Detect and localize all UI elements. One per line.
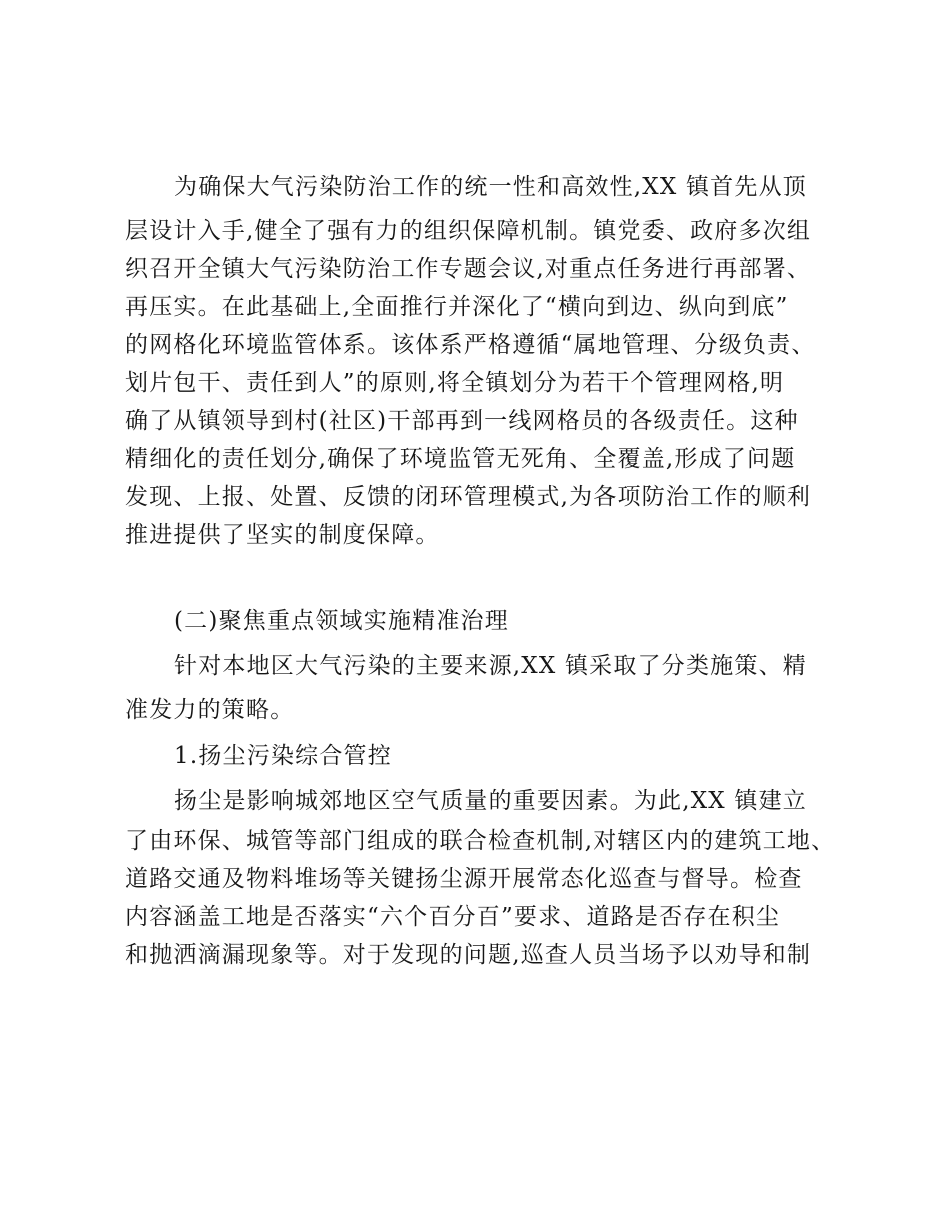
paragraph-line: 推进提供了坚实的制度保障。: [125, 522, 440, 548]
paragraph-line: 精细化的责任划分,确保了环境监管无死角、全覆盖,形成了问题: [125, 446, 796, 472]
paragraph-line: 准发力的策略。: [125, 697, 295, 723]
paragraph-line: 为确保大气污染防治工作的统一性和高效性,XX 镇首先从顶: [174, 174, 807, 200]
paragraph-line: 层设计入手,健全了强有力的组织保障机制。镇党委、政府多次组: [125, 218, 812, 244]
section-heading: 1.扬尘污染综合管控: [174, 743, 392, 769]
paragraph-line: 确了从镇领导到村(社区)干部再到一线网格员的各级责任。这种: [125, 408, 799, 434]
section-heading: (二)聚焦重点领域实施精准治理: [174, 608, 509, 634]
paragraph-line: 织召开全镇大气污染防治工作专题会议,对重点任务进行再部署、: [125, 256, 812, 282]
paragraph-line: 发现、上报、处置、反馈的闭环管理模式,为各项防治工作的顺利: [125, 484, 812, 510]
paragraph-line: 针对本地区大气污染的主要来源,XX 镇采取了分类施策、精: [174, 653, 807, 679]
paragraph-line: 内容涵盖工地是否落实“六个百分百”要求、道路是否存在积尘: [125, 904, 781, 930]
paragraph-line: 了由环保、城管等部门组成的联合检查机制,对辖区内的建筑工地、: [125, 828, 836, 854]
paragraph-line: 扬尘是影响城郊地区空气质量的重要因素。为此,XX 镇建立: [174, 788, 807, 814]
paragraph-line: 再压实。在此基础上,全面推行并深化了“横向到边、纵向到底”: [125, 294, 789, 320]
paragraph-line: 划片包干、责任到人”的原则,将全镇划分为若干个管理网格,明: [125, 370, 785, 396]
paragraph-line: 道路交通及物料堆场等关键扬尘源开展常态化巡查与督导。检查: [125, 866, 803, 892]
paragraph-line: 和抛洒滴漏现象等。对于发现的问题,巡查人员当场予以劝导和制: [125, 942, 812, 968]
paragraph-line: 的网格化环境监管体系。该体系严格遵循“属地管理、分级负责、: [125, 332, 816, 358]
